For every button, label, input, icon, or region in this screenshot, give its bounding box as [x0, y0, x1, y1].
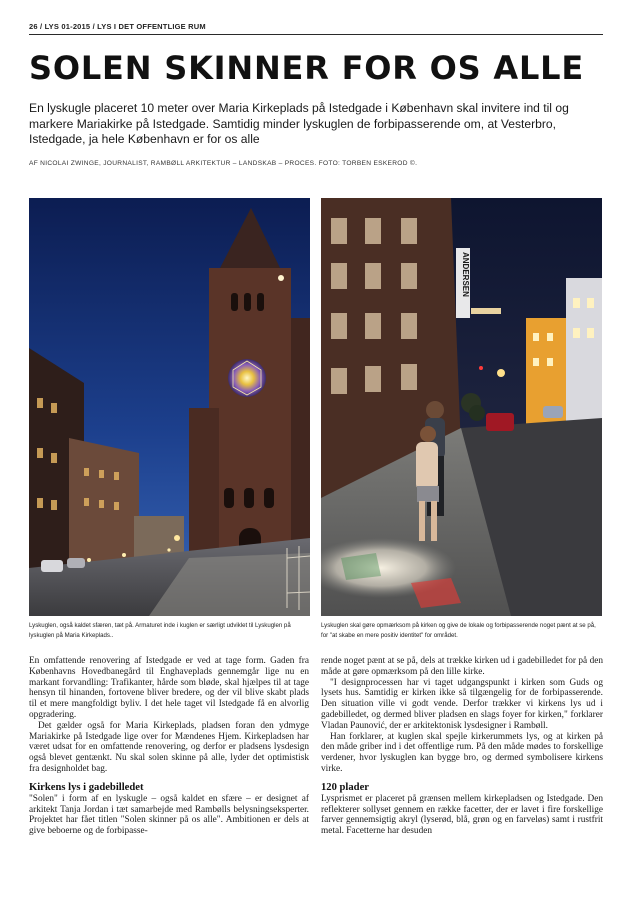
article-lead: En lyskugle placeret 10 meter over Maria Kirkeplads på Istedgade i København skal invitere ind til og markere Mariakirke på Istedgade. Samtidig minder lyskuglen de forbipasserende om, at Vesterbro, Istedgade, ja hele København er for os alle	[29, 101, 569, 146]
page-header: 26 / LYS 01-2015 / LYS I DET OFFENTLIGE RUM	[29, 22, 603, 35]
body-paragraph: Det gælder også for Maria Kirkeplads, pladsen foran den ydmyge Mariakirke på Istedgade lige over for Mændenes Hjem. Kirkepladsen har været udsat for en omfattende renovering, og derfor er pladsens lysdesign også blevet gentænkt. Nu skal solen skinne på alle, lyder det optimistisk fra designholdet bag.	[29, 720, 309, 774]
shop-sign-text: ANDERSEN	[461, 252, 470, 297]
photo-church-sphere	[29, 198, 310, 616]
body-column-right	[321, 656, 603, 837]
body-paragraph: Han forklarer, at kuglen skal spejle kirkerummets lys, og at kirken på den måde griber ind i det offentlige rum. På den måde mødes to forskellige verdener, hvor lyskuglen kan bygge bro, og dermed symbolisere kirkens virke.	[321, 731, 603, 774]
photo-street-scene	[321, 198, 602, 616]
body-paragraph: "I designprocessen har vi taget udgangspunkt i kirken som Guds og lysets hus. Samtidig er kirken ikke så tilgængelig for de forbipasserende. Den situation ville vi godt vende. Derfor trækker vi kirkens lys ud i gadebilledet, og dermed bliver pladsen en slags foyer for kirken," forklarer Vladan Paunović, der er arkitektonisk lysdesigner i Rambøll.	[321, 677, 603, 731]
body-paragraph: "Solen" i form af en lyskugle – også kaldet en sfære – er designet af arkitekt Tanja Jordan i tæt samarbejde med Rambølls belysningseksperter. Projektet har fået titlen "Solen skinner på os alle". Ambitionen er dels at give beboerne og de forbipasse-	[29, 793, 309, 837]
subheading-120-plader: 120 plader	[321, 781, 369, 793]
subheading-kirkens-lys: Kirkens lys i gadebilledet	[29, 781, 144, 793]
article-title: SOLEN SKINNER FOR OS ALLE	[29, 49, 585, 87]
left-photo-caption: Lyskuglen, også kaldet sfæren, tæt på. Armaturet inde i kuglen er særligt udviklet til Lyskuglen på lyskuglen på Maria Kirkeplads..	[29, 622, 291, 639]
body-paragraph: rende noget pænt at se på, dels at trække kirken ud i gadebilledet for på den måde at gøre opmærksom på den lille kirke.	[321, 656, 603, 677]
body-paragraph: Lysprismet er placeret på grænsen mellem kirkepladsen og Istedgade. Den reflekterer sollyset gennem en række facetter, der er lavet i fire forskellige farver gennemsigtig akryl (lyserød, blå, grøn og en farveløs) samt i rustfrit metal. Facetterne har desuden	[321, 793, 603, 837]
article-byline: AF NICOLAI ZWINGE, JOURNALIST, RAMBØLL ARKITEKTUR – LANDSKAB – PROCES. FOTO: TORBEN ESKEROD ©.	[29, 160, 418, 167]
body-paragraph: En omfattende renovering af Istedgade er ved at tage form. Gaden fra Københavns Hovedbanegård til Enghaveplads gennemgår lige nu en markant forvandling: Trafikanter, hårde som bløde, skal hjælpes til at tage hensyn til hinanden, fortovene bliver bredere, og der vil blive skabt plads til et mere mangfoldigt byliv. I det hele taget vil Istedgade få en alvorlig opgradering.	[29, 656, 309, 720]
right-photo-caption: Lyskuglen skal gøre opmærksom på kirken og give de lokale og forbipasserende noget pænt at se på, for "at skabe en mere positiv identitet" for området.	[321, 622, 596, 639]
body-column-left	[29, 656, 309, 837]
